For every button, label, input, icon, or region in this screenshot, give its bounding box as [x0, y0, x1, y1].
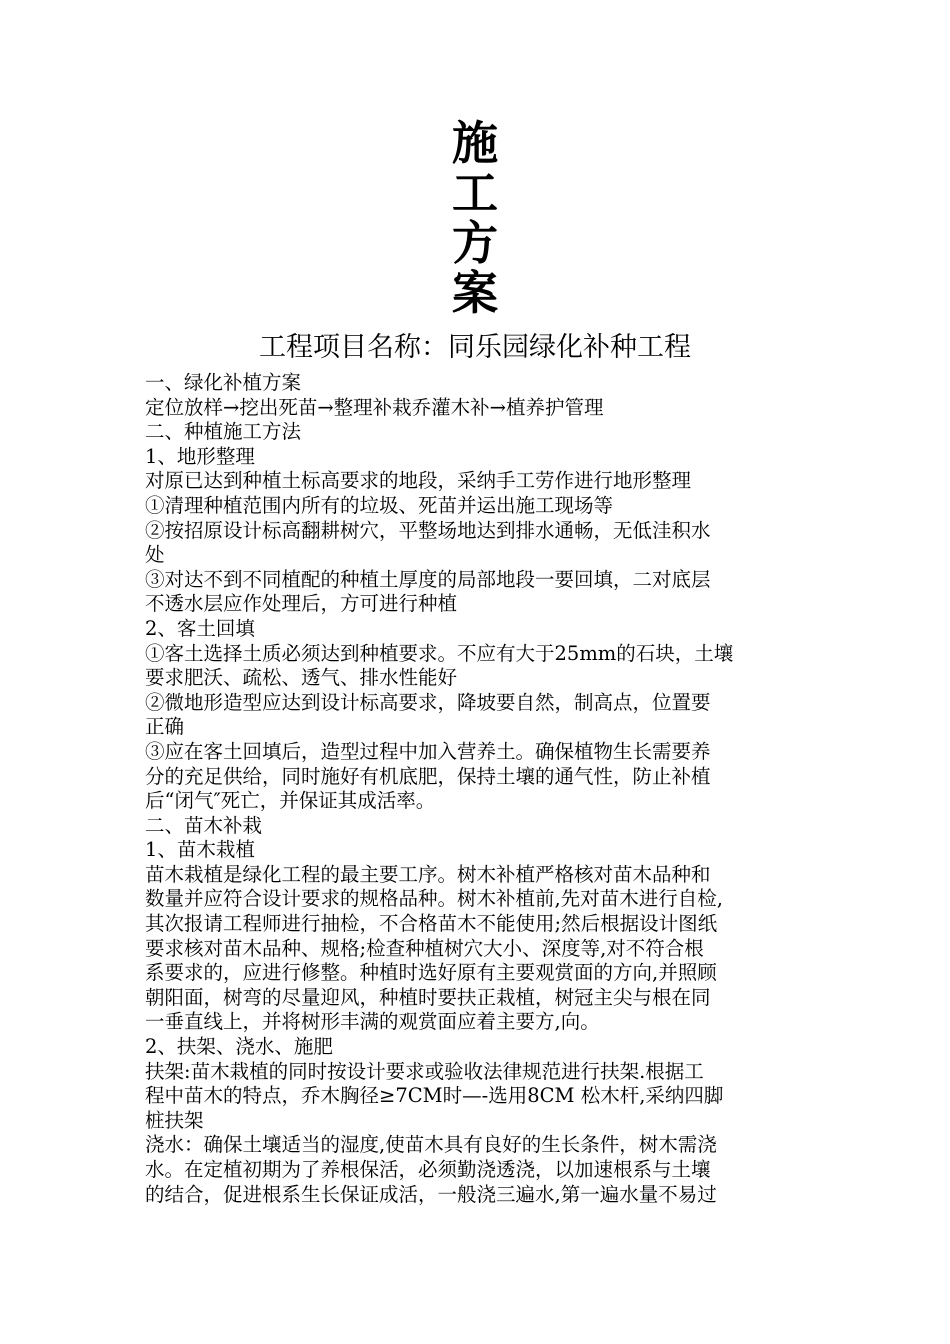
- subsection-heading: 1、地形整理: [145, 444, 255, 468]
- text-line: 分的充足供给，同时施好有机底肥，保持土壤的通气性，防止补植: [145, 764, 711, 788]
- text-line: 处: [145, 543, 165, 567]
- text-line: ②按招原设计标高翻耕树穴，平整场地达到排水通畅，无低洼积水: [145, 518, 711, 542]
- section-heading: 二、苗木补栽: [145, 813, 263, 837]
- section-heading: 二、种植施工方法: [145, 420, 302, 444]
- text-line: ①清理种植范围内所有的垃圾、死苗并运出施工现场等: [145, 493, 614, 517]
- text-line: 苗木栽植是绿化工程的最主要工序。树木补植严格核对苗木品种和: [145, 862, 711, 886]
- text-line: 程中苗木的特点，乔木胸径≥7CM时—-选用8CM 松木杆,采纳四脚: [145, 1084, 724, 1108]
- text-line: 定位放样→挖出死苗→整理补栽乔灌木补→植养护管理: [145, 395, 604, 419]
- text-line: 要求肥沃、疏松、透气、排水性能好: [145, 666, 458, 690]
- title-char: 方: [452, 216, 498, 270]
- title-char: 工: [452, 166, 498, 220]
- text-line: 水。在定植初期为了养根保活，必须勤浇透浇，以加速根系与土壤: [145, 1158, 711, 1181]
- document-title: [0, 118, 950, 318]
- text-line: 数量并应符合设计要求的规格品种。树木补植前,先对苗木进行自检,: [145, 887, 723, 911]
- text-line: 扶架:苗木栽植的同时按设计要求或验收法律规范进行扶架.根据工: [145, 1059, 704, 1083]
- title-char: 案: [452, 266, 498, 320]
- text-line: 后“闭气″死亡，并保证其成活率。: [145, 789, 436, 813]
- subsection-heading: 2、扶架、浇水、施肥: [145, 1035, 333, 1059]
- text-line: ①客土选择土质必须达到种植要求。不应有大于25mm的石块，土壤: [145, 641, 734, 665]
- text-line: 其次报请工程师进行抽检，不合格苗木不能使用;然后根据设计图纸: [145, 912, 718, 936]
- text-line: ③对达不到不同植配的种植土厚度的局部地段一要回填，二对底层: [145, 567, 711, 591]
- text-line: 不透水层应作处理后，方可进行种植: [145, 592, 458, 616]
- text-line: 一垂直线上，并将树形丰满的观赏面应着主要方,向。: [145, 1010, 600, 1034]
- text-line: 朝阳面，树弯的尽量迎风，种植时要扶正栽植，树冠主尖与根在同: [145, 985, 711, 1009]
- subsection-heading: 2、客土回填: [145, 616, 255, 640]
- document-body: [145, 371, 813, 1207]
- subsection-heading: 1、苗木栽植: [145, 838, 255, 862]
- text-line: 浇水：确保土壤适当的湿度,使苗木具有良好的生长条件，树木需浇: [145, 1133, 717, 1157]
- text-line: ②微地形造型应达到设计标高要求，降坡要自然，制高点，位置要: [145, 690, 711, 714]
- text-line: 正确: [145, 715, 185, 739]
- text-line: 对原已达到种植土标高要求的地段，采纳手工劳作进行地形整理: [145, 469, 692, 493]
- text-line: 系要求的，应进行修整。种植时选好原有主要观赏面的方向,并照顾: [145, 961, 717, 985]
- text-line: 要求核对苗木品种、规格;检查种植树穴大小、深度等,对不符合根: [145, 936, 704, 960]
- text-line: 的结合，促进根系生长保证成活，一般浇三遍水,第一遍水量不易过: [145, 1182, 717, 1206]
- section-heading: 一、绿化补植方案: [145, 371, 302, 394]
- project-name-heading: 工程项目名称：同乐园绿化补种工程: [259, 332, 691, 363]
- title-char: 施: [452, 116, 498, 170]
- text-line: ③应在客土回填后，造型过程中加入营养土。确保植物生长需要养: [145, 739, 711, 763]
- text-line: 桩扶架: [145, 1108, 204, 1132]
